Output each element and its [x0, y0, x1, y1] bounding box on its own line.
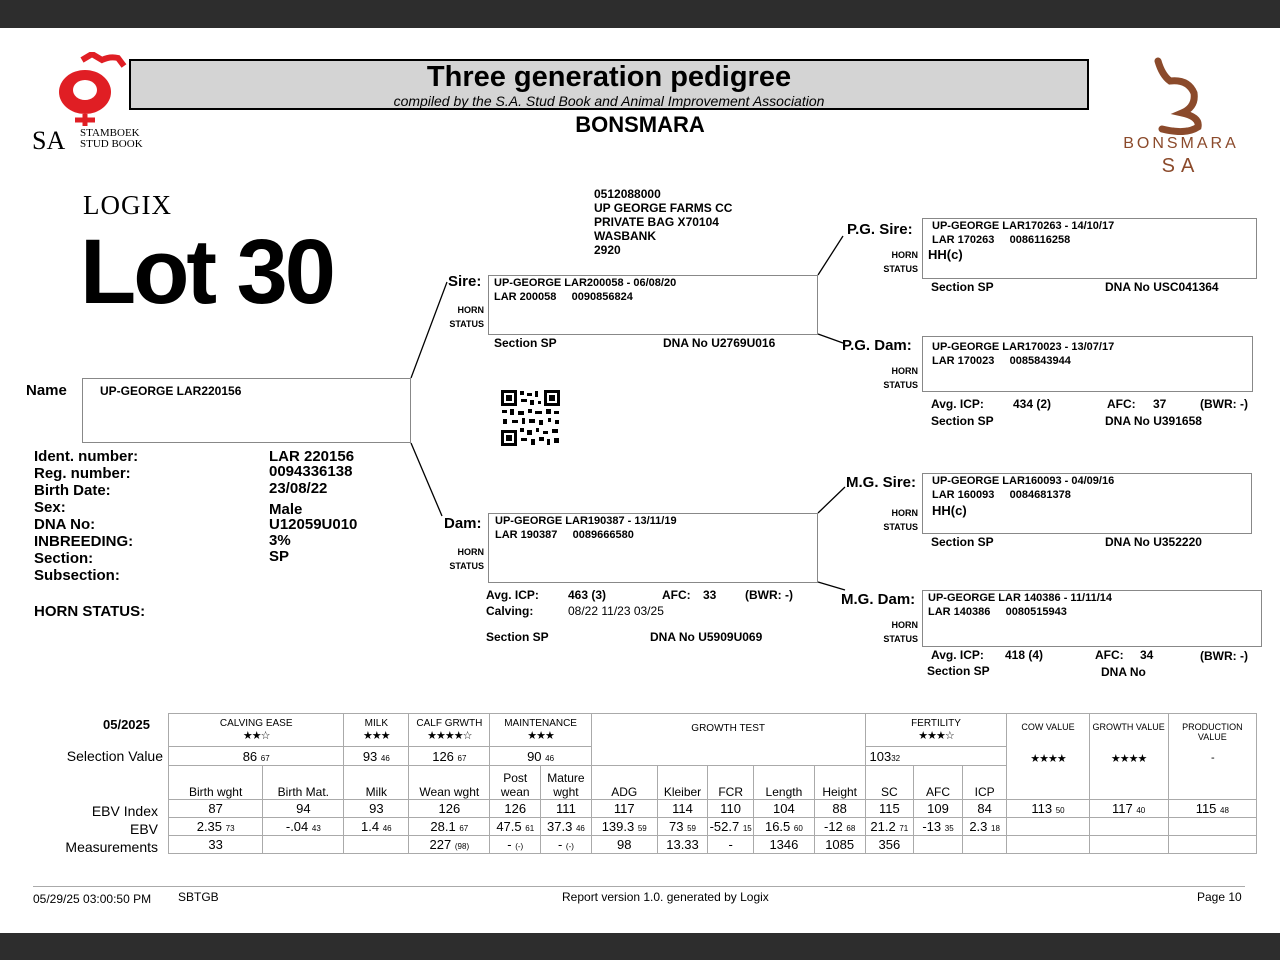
selection-accuracy: 67 — [260, 753, 270, 763]
col-kleiber: Kleiber — [657, 766, 708, 800]
measurement-value: 13.33 — [666, 837, 699, 852]
detail-row — [34, 550, 374, 567]
measurement-cell — [490, 836, 541, 854]
ebv-value: 2.3 — [969, 819, 988, 834]
empty-cell — [1007, 818, 1089, 836]
growth-test-header — [591, 714, 865, 766]
dam-calving-value: 08/22 11/23 03/25 — [568, 604, 664, 618]
name-label: Name — [26, 382, 67, 399]
ebv-value: -52.7 — [709, 819, 740, 834]
rating-stars: ★★★ — [527, 730, 554, 742]
index-cell — [914, 800, 963, 818]
group-title: GROWTH VALUE — [1092, 722, 1165, 732]
value-index-cell — [1007, 800, 1089, 818]
dam-icp-label: Avg. ICP: — [486, 588, 539, 602]
measurement-cell — [914, 836, 963, 854]
measurement-cell — [962, 836, 1007, 854]
dam-box — [488, 513, 818, 583]
empty-cell — [1089, 836, 1168, 854]
ebv-accuracy: 59 — [637, 824, 647, 833]
ebv-accuracy: 46 — [382, 824, 392, 833]
index-value: 126 — [438, 801, 461, 816]
mg-sire-horn-value: HH(c) — [932, 503, 967, 518]
ebv-cell — [541, 818, 592, 836]
ebv-table — [168, 713, 1257, 854]
status-text: STATUS — [449, 319, 484, 329]
index-cell — [753, 800, 814, 818]
sire-label: Sire: — [448, 273, 482, 290]
selection-accuracy: 46 — [380, 753, 390, 763]
index-value: 111 — [556, 801, 576, 816]
detail-row — [34, 499, 374, 516]
ebv-cell — [263, 818, 344, 836]
ebv-accuracy: 43 — [311, 824, 321, 833]
pg-sire-horn-status-label — [878, 248, 918, 276]
index-value: 94 — [296, 801, 311, 816]
rating-stars: ★★★ — [363, 730, 390, 742]
dam-line1: UP-GEORGE LAR190387 - 13/11/19 — [495, 515, 677, 527]
measurement-cell — [344, 836, 409, 854]
detail-value: Male — [269, 501, 303, 518]
detail-label: DNA No: — [34, 516, 96, 533]
ebv-value: 2.35 — [196, 819, 223, 834]
detail-label: Subsection: — [34, 567, 120, 584]
selection-accuracy: 67 — [457, 753, 467, 763]
empty-cell — [1168, 836, 1256, 854]
ebv-cell — [657, 818, 708, 836]
group-title: MAINTENANCE — [504, 718, 577, 729]
mg-sire-label: M.G. Sire: — [846, 474, 917, 491]
rating-stars: ★★★★ — [1110, 753, 1147, 765]
selection-value: 126 — [432, 748, 454, 764]
ebv-row — [169, 818, 1257, 836]
breeder-postal-code: 2920 — [594, 243, 621, 257]
value-index: 113 — [1031, 801, 1053, 816]
group-title: CALVING EASE — [219, 718, 293, 729]
selection-value: 90 — [527, 748, 542, 764]
selection-value: 86 — [242, 748, 258, 764]
mg-dam-afc-value: 34 — [1140, 648, 1154, 662]
col-birth-wght: Birth wght — [169, 766, 263, 800]
measurement-value: 33 — [208, 837, 223, 852]
pg-sire-line2: LAR 170263 0086116258 — [932, 234, 1071, 246]
value-index-cell — [1168, 800, 1256, 818]
value-index-accuracy: 40 — [1136, 806, 1146, 815]
page-subtitle: compiled by the S.A. Stud Book and Animal Improvement Association — [393, 93, 825, 109]
index-cell — [169, 800, 263, 818]
mg-dam-icp-label: Avg. ICP: — [931, 648, 984, 662]
detail-value: 3% — [269, 532, 291, 549]
breeder-address-line2: WASBANK — [594, 229, 656, 243]
ebv-cell — [708, 818, 754, 836]
ebv-label: EBV — [129, 821, 158, 837]
detail-label: Sex: — [34, 499, 66, 516]
index-value: 114 — [672, 801, 693, 816]
pg-dam-line1: UP-GEORGE LAR170023 - 13/07/17 — [932, 341, 1115, 353]
mg-sire-line2: LAR 160093 0084681378 — [932, 489, 1071, 501]
ebv-cell — [344, 818, 409, 836]
selection-value: 103 — [869, 748, 892, 764]
pg-dam-icp-label: Avg. ICP: — [931, 397, 984, 411]
pg-sire-dna: DNA No USC041364 — [1105, 280, 1219, 294]
pg-dam-icp-value: 434 (2) — [1013, 397, 1052, 411]
col-post-wean: Post wean — [490, 766, 541, 800]
ebv-index-label: EBV Index — [91, 803, 158, 819]
selection-value: 93 — [362, 748, 378, 764]
measurement-value: 356 — [878, 837, 901, 852]
sire-section: Section SP — [494, 336, 557, 350]
sire-horn-status-label — [444, 303, 484, 331]
ebv-cell — [962, 818, 1007, 836]
index-cell — [591, 800, 657, 818]
rating-stars: ★★★★ — [1030, 753, 1066, 765]
mg-dam-label: M.G. Dam: — [841, 591, 916, 608]
breed-name: BONSMARA — [575, 112, 705, 137]
pg-dam-bwr: (BWR: -) — [1200, 397, 1248, 411]
measurement-value: 1085 — [825, 837, 855, 852]
measurement-cell — [541, 836, 592, 854]
detail-value: 0094336138 — [269, 463, 353, 480]
sire-line1: UP-GEORGE LAR200058 - 06/08/20 — [494, 277, 677, 289]
sire-dna: DNA No U2769U016 — [663, 336, 776, 350]
rating-stars: - — [1210, 752, 1214, 764]
pg-dam-afc-value: 37 — [1153, 397, 1167, 411]
bonsmara-sa-text: SA — [1161, 155, 1201, 177]
empty-cell — [1089, 818, 1168, 836]
ebv-value: 28.1 — [430, 819, 456, 834]
qr-code — [500, 389, 561, 447]
measurement-cell — [814, 836, 865, 854]
index-value: 126 — [504, 801, 527, 816]
col-sc: SC — [865, 766, 914, 800]
index-cell — [865, 800, 914, 818]
measurement-cell — [708, 836, 754, 854]
breeder-address-line1: PRIVATE BAG X70104 — [594, 215, 719, 229]
breeder-phone: 0512088000 — [594, 187, 661, 201]
ebv-cell — [814, 818, 865, 836]
col-wean-wght: Wean wght — [409, 766, 490, 800]
calf-growth-header — [409, 714, 490, 747]
measurement-cell — [591, 836, 657, 854]
studbook-line: STUD BOOK — [80, 138, 143, 150]
ebv-cell — [865, 818, 914, 836]
index-cell — [962, 800, 1007, 818]
horn-text: HORN — [891, 508, 918, 518]
index-value: 88 — [832, 801, 847, 816]
bottom-bar — [0, 933, 1280, 960]
breeder-name: UP GEORGE FARMS CC — [594, 201, 733, 215]
ebv-accuracy: 71 — [899, 824, 909, 833]
ebv-value: 139.3 — [601, 819, 635, 834]
mg-dam-section: Section SP — [927, 664, 990, 678]
detail-row — [34, 533, 374, 550]
col-mature-wght: Mature wght — [541, 766, 592, 800]
ebv-accuracy: 15 — [742, 824, 752, 833]
index-value: 87 — [208, 801, 223, 816]
pg-sire-horn-value: HH(c) — [928, 247, 963, 262]
index-value: 115 — [878, 801, 900, 816]
measurement-cell — [409, 836, 490, 854]
detail-label: Reg. number: — [34, 465, 131, 482]
ebv-value: 37.3 — [547, 819, 573, 834]
empty-cell — [1168, 818, 1256, 836]
rating-stars: ★★★☆ — [918, 730, 954, 742]
mg-dam-box — [922, 590, 1262, 647]
status-text: STATUS — [883, 522, 918, 532]
selection-calving — [169, 747, 344, 766]
group-title: COW VALUE — [1021, 722, 1075, 732]
ebv-value: -13 — [922, 819, 942, 834]
ebv-value: 21.2 — [870, 819, 896, 834]
group-title: FERTILITY — [911, 718, 961, 729]
measurement-cell — [865, 836, 914, 854]
sa-letters: SA — [32, 126, 66, 155]
horn-text: HORN — [891, 620, 918, 630]
detail-row — [34, 567, 374, 584]
status-text: STATUS — [883, 264, 918, 274]
footer-report: Report version 1.0. generated by Logix — [562, 890, 769, 904]
col-height: Height — [814, 766, 865, 800]
dam-horn-status-label — [444, 545, 484, 573]
status-text: STATUS — [449, 561, 484, 571]
ebv-accuracy: 68 — [846, 824, 856, 833]
status-text: STATUS — [883, 634, 918, 644]
pg-sire-section: Section SP — [931, 280, 994, 294]
group-title: PRODUCTION VALUE — [1182, 722, 1243, 742]
col-adg: ADG — [591, 766, 657, 800]
detail-value: SP — [269, 548, 290, 565]
ebv-accuracy: 46 — [575, 824, 585, 833]
measurement-extra: (98) — [454, 842, 470, 851]
dam-bwr: (BWR: -) — [745, 588, 793, 602]
ebv-accuracy: 59 — [687, 824, 697, 833]
selection-milk — [344, 747, 409, 766]
index-cell — [541, 800, 592, 818]
ebv-cell — [753, 818, 814, 836]
horn-text: HORN — [891, 250, 918, 260]
index-cell — [657, 800, 708, 818]
selection-fertility — [865, 747, 1007, 766]
col-icp: ICP — [962, 766, 1007, 800]
ebv-accuracy: 67 — [459, 824, 469, 833]
page-title: Three generation pedigree — [426, 61, 792, 93]
pg-dam-line2: LAR 170023 0085843944 — [932, 355, 1071, 367]
selection-accuracy: 32 — [891, 753, 901, 763]
dam-section: Section SP — [486, 630, 549, 644]
horn-status-label: HORN STATUS: — [34, 603, 146, 620]
dam-calving-label: Calving: — [486, 604, 534, 618]
value-index-cell — [1089, 800, 1168, 818]
index-cell — [344, 800, 409, 818]
detail-value: U12059U010 — [269, 516, 358, 533]
pg-sire-line1: UP-GEORGE LAR170263 - 14/10/17 — [932, 220, 1115, 232]
rating-stars: ★★★★☆ — [427, 730, 472, 742]
ebv-value: 47.5 — [496, 819, 522, 834]
mg-dam-line1: UP-GEORGE LAR 140386 - 11/11/14 — [928, 592, 1113, 604]
mg-sire-horn-status-label — [878, 506, 918, 534]
detail-label: Ident. number: — [34, 448, 139, 465]
lot-number: Lot 30 — [80, 221, 333, 323]
ebv-value: 73 — [669, 819, 684, 834]
measurement-extra: (-) — [515, 842, 524, 851]
footer-page: Page 10 — [1197, 890, 1242, 904]
sire-box — [488, 275, 818, 335]
ebv-value: -.04 — [285, 819, 309, 834]
ebv-accuracy: 35 — [944, 824, 954, 833]
detail-value: 23/08/22 — [269, 480, 328, 497]
ebv-value: 16.5 — [764, 819, 791, 834]
empty-cell — [1007, 836, 1089, 854]
mg-dam-line2: LAR 140386 0080515943 — [928, 606, 1067, 618]
col-afc: AFC — [914, 766, 963, 800]
index-value: 104 — [773, 801, 795, 816]
measurement-value: 98 — [616, 837, 632, 852]
mg-sire-dna: DNA No U352220 — [1105, 535, 1202, 549]
dam-icp-value: 463 (3) — [568, 588, 607, 602]
detail-label: INBREEDING: — [34, 533, 134, 550]
measurements-label: Measurements — [65, 839, 158, 855]
horn-text: HORN — [457, 305, 484, 315]
mg-sire-box — [922, 473, 1252, 534]
ebv-cell — [490, 818, 541, 836]
detail-row — [34, 482, 374, 499]
pg-dam-dna: DNA No U391658 — [1105, 414, 1202, 428]
footer-datetime: 05/29/25 03:00:50 PM — [33, 892, 152, 906]
measurement-cell — [169, 836, 263, 854]
logix-logo: LOGIX — [83, 190, 172, 220]
ebv-cell — [409, 818, 490, 836]
growth-value-header — [1089, 714, 1168, 800]
ebv-accuracy: 73 — [225, 824, 235, 833]
status-text: STATUS — [883, 380, 918, 390]
calving-ease-header — [169, 714, 344, 747]
dam-afc-label: AFC: — [662, 588, 691, 602]
value-index-accuracy: 50 — [1055, 806, 1065, 815]
pg-sire-label: P.G. Sire: — [847, 221, 913, 238]
col-length: Length — [753, 766, 814, 800]
pg-dam-section: Section SP — [931, 414, 994, 428]
animal-details — [34, 448, 374, 584]
stamboek-line: STAMBOEK — [80, 127, 140, 139]
pg-dam-box — [922, 336, 1253, 392]
detail-row — [34, 516, 374, 533]
measurement-extra: (-) — [565, 842, 574, 851]
horn-text: HORN — [891, 366, 918, 376]
ebv-index-row — [169, 800, 1257, 818]
selection-accuracy: 46 — [545, 753, 555, 763]
index-value: 84 — [977, 801, 992, 816]
col-milk: Milk — [344, 766, 409, 800]
ebv-cell — [591, 818, 657, 836]
measurement-value: 227 — [429, 837, 452, 852]
maintenance-header — [490, 714, 591, 747]
footer-user: SBTGB — [178, 890, 219, 904]
ebv-cell — [914, 818, 963, 836]
footer-divider — [33, 886, 1245, 887]
pg-sire-box — [922, 218, 1257, 279]
index-value: 117 — [613, 801, 635, 816]
animal-name-box — [82, 378, 411, 443]
mg-sire-section: Section SP — [931, 535, 994, 549]
index-cell — [814, 800, 865, 818]
detail-label: Birth Date: — [34, 482, 111, 499]
fertility-header — [865, 714, 1007, 747]
horn-text: HORN — [457, 547, 484, 557]
group-title: CALF GRWTH — [416, 718, 483, 729]
detail-value: LAR 220156 — [269, 448, 355, 465]
col-fcr: FCR — [708, 766, 754, 800]
selection-value-label: Selection Value — [66, 748, 163, 764]
group-title: MILK — [364, 718, 388, 729]
sire-line2: LAR 200058 0090856824 — [494, 291, 633, 303]
measurement-cell — [263, 836, 344, 854]
dam-label: Dam: — [444, 515, 482, 532]
ebv-date: 05/2025 — [103, 717, 150, 732]
bonsmara-logo-text: BONSMARA — [1123, 135, 1239, 152]
index-value: 110 — [720, 801, 742, 816]
ebv-value: 1.4 — [361, 819, 380, 834]
selection-maintenance — [490, 747, 591, 766]
milk-header — [344, 714, 409, 747]
index-value: 109 — [927, 801, 949, 816]
pg-dam-horn-status-label — [878, 364, 918, 392]
index-cell — [409, 800, 490, 818]
index-cell — [490, 800, 541, 818]
ebv-accuracy: 61 — [525, 824, 535, 833]
index-cell — [708, 800, 754, 818]
mg-dam-afc-label: AFC: — [1095, 648, 1124, 662]
mg-dam-icp-value: 418 (4) — [1005, 648, 1044, 662]
cow-value-header — [1007, 714, 1089, 800]
index-cell — [263, 800, 344, 818]
mg-dam-horn-status-label — [878, 618, 918, 646]
measurements-row — [169, 836, 1257, 854]
dam-line2: LAR 190387 0089666580 — [495, 529, 634, 541]
rating-stars: ★★☆ — [242, 730, 270, 742]
measurement-cell — [657, 836, 708, 854]
dam-afc-value: 33 — [703, 588, 717, 602]
value-index-accuracy: 48 — [1220, 806, 1229, 815]
value-index: 117 — [1111, 801, 1133, 816]
dam-dna: DNA No U5909U069 — [650, 630, 763, 644]
mg-dam-dna: DNA No — [1101, 665, 1146, 679]
ebv-accuracy: 60 — [793, 824, 803, 833]
pg-dam-afc-label: AFC: — [1107, 397, 1136, 411]
measurement-value: - — [507, 837, 512, 852]
animal-name: UP-GEORGE LAR220156 — [100, 384, 242, 398]
mg-dam-bwr: (BWR: -) — [1200, 649, 1248, 663]
index-value: 93 — [369, 801, 384, 816]
value-index: 115 — [1195, 801, 1217, 816]
selection-calf — [409, 747, 490, 766]
detail-label: Section: — [34, 550, 94, 567]
ebv-value: -12 — [824, 819, 843, 834]
ebv-cell — [169, 818, 263, 836]
pg-dam-label: P.G. Dam: — [842, 337, 912, 354]
col-birth-mat: Birth Mat. — [263, 766, 344, 800]
production-value-header — [1168, 714, 1256, 800]
measurement-value: - — [557, 837, 563, 852]
ebv-accuracy: 18 — [991, 824, 1000, 833]
measurement-value: - — [728, 837, 733, 852]
group-title: GROWTH TEST — [691, 723, 765, 734]
measurement-cell — [753, 836, 814, 854]
mg-sire-line1: UP-GEORGE LAR160093 - 04/09/16 — [932, 475, 1115, 487]
measurement-value: 1346 — [769, 837, 799, 852]
